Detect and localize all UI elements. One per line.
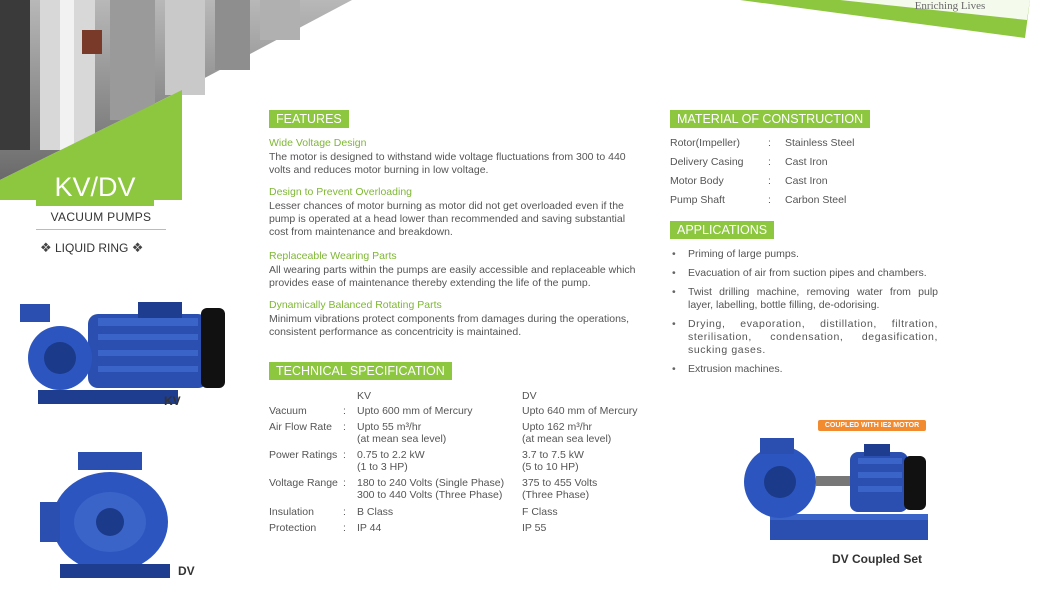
list-item: • Extrusion machines. <box>670 363 938 376</box>
feature-text: All wearing parts within the pumps are easily accessible and replaceable which provides ease of maintenance thereby extending the life of the pump. <box>269 264 636 289</box>
product-type <box>40 240 180 256</box>
feature-title: Design to Prevent Overloading <box>269 186 412 198</box>
spec-dv-value: Upto 640 mm of Mercury <box>522 405 638 417</box>
feature-text: Minimum vibrations protect components from damages during the operations, consistent performance as concentricity is maintained. <box>269 313 630 338</box>
kv-pump-image <box>18 298 228 410</box>
spec-label: Air Flow Rate <box>269 421 333 433</box>
kv-caption: KV <box>164 394 181 408</box>
material-header: MATERIAL OF CONSTRUCTION <box>670 110 870 128</box>
list-item: • Drying, evaporation, distillation, filtration, sterilisation, condensation, degasification, sucking gases. <box>670 318 938 357</box>
feature-title: Replaceable Wearing Parts <box>269 250 397 262</box>
spec-sep: : <box>343 522 346 534</box>
spec-kv-value-2: 300 to 440 Volts (Three Phase) <box>357 489 503 501</box>
spec-kv-value: 0.75 to 2.2 kW <box>357 449 425 461</box>
dv-coupled-set-image <box>740 432 930 544</box>
spec-label: Insulation <box>269 506 314 518</box>
material-value: Cast Iron <box>785 156 828 168</box>
spec-kv-value-2: (at mean sea level) <box>357 433 447 445</box>
features-header: FEATURES <box>269 110 349 128</box>
spec-dv-value: Upto 162 m³/hr <box>522 421 593 433</box>
diamond-icon: ❖ <box>131 240 144 255</box>
spec-dv-value-2: (5 to 10 HP) <box>522 461 579 473</box>
spec-label: Vacuum <box>269 405 307 417</box>
spec-sep: : <box>343 421 346 433</box>
dv-caption: DV <box>178 564 195 578</box>
feature-title: Dynamically Balanced Rotating Parts <box>269 299 442 311</box>
spec-sep: : <box>343 449 346 461</box>
feature-title: Wide Voltage Design <box>269 137 367 149</box>
material-label: Delivery Casing <box>670 156 744 168</box>
coupled-badge: COUPLED WITH IE2 MOTOR <box>818 420 926 431</box>
spec-kv-value-2: (1 to 3 HP) <box>357 461 408 473</box>
tech-spec-header: TECHNICAL SPECIFICATION <box>269 362 452 380</box>
material-label: Pump Shaft <box>670 194 725 206</box>
dv-pump-image <box>40 452 180 582</box>
spec-sep: : <box>343 506 346 518</box>
spec-kv-value: Upto 55 m³/hr <box>357 421 422 433</box>
spec-dv-value: F Class <box>522 506 558 518</box>
spec-col-dv: DV <box>522 390 537 402</box>
list-item: • Priming of large pumps. <box>670 248 938 261</box>
material-sep: : <box>768 175 771 187</box>
spec-dv-value-2: (Three Phase) <box>522 489 590 501</box>
applications-list <box>670 248 938 382</box>
product-subtitle: VACUUM PUMPS <box>50 210 152 224</box>
list-item: • Twist drilling machine, removing water from pulp layer, labelling, bottle filling, de-odorising. <box>670 286 938 312</box>
applications-header: APPLICATIONS <box>670 221 774 239</box>
spec-kv-value: B Class <box>357 506 394 518</box>
material-value: Stainless Steel <box>785 137 855 149</box>
spec-kv-value: Upto 600 mm of Mercury <box>357 405 473 417</box>
material-value: Cast Iron <box>785 175 828 187</box>
material-label: Motor Body <box>670 175 724 187</box>
spec-kv-value: IP 44 <box>357 522 382 534</box>
spec-dv-value: 3.7 to 7.5 kW <box>522 449 584 461</box>
spec-label: Voltage Range <box>269 477 338 489</box>
product-title: KV/DV <box>36 168 154 206</box>
spec-dv-value: IP 55 <box>522 522 547 534</box>
material-label: Rotor(Impeller) <box>670 137 741 149</box>
spec-label: Protection <box>269 522 317 534</box>
list-item: • Evacuation of air from suction pipes and chambers. <box>670 267 938 280</box>
product-type-label: LIQUID RING <box>55 241 129 255</box>
diamond-icon: ❖ <box>40 240 52 255</box>
spec-kv-value: 180 to 240 Volts (Single Phase) <box>357 477 505 489</box>
coupled-set-caption: DV Coupled Set <box>832 552 923 566</box>
spec-label: Power Ratings <box>269 449 338 461</box>
material-sep: : <box>768 194 771 206</box>
material-value: Carbon Steel <box>785 194 847 206</box>
material-sep: : <box>768 137 771 149</box>
brand-tagline: Enriching Lives <box>914 0 986 12</box>
subtitle-divider <box>36 229 166 230</box>
feature-text: The motor is designed to withstand wide voltage fluctuations from 300 to 440 volts and reduces motor burning in low voltage. <box>269 151 626 176</box>
material-sep: : <box>768 156 771 168</box>
spec-sep: : <box>343 477 346 489</box>
spec-dv-value: 375 to 455 Volts <box>522 477 598 489</box>
feature-text: Lesser chances of motor burning as motor did not get overloaded even if the pump is operated at a head lower than recommended and saving substantial cost from maintenance and breakdown. <box>269 200 626 238</box>
spec-sep: : <box>343 405 346 417</box>
spec-col-kv: KV <box>357 390 372 402</box>
spec-dv-value-2: (at mean sea level) <box>522 433 612 445</box>
